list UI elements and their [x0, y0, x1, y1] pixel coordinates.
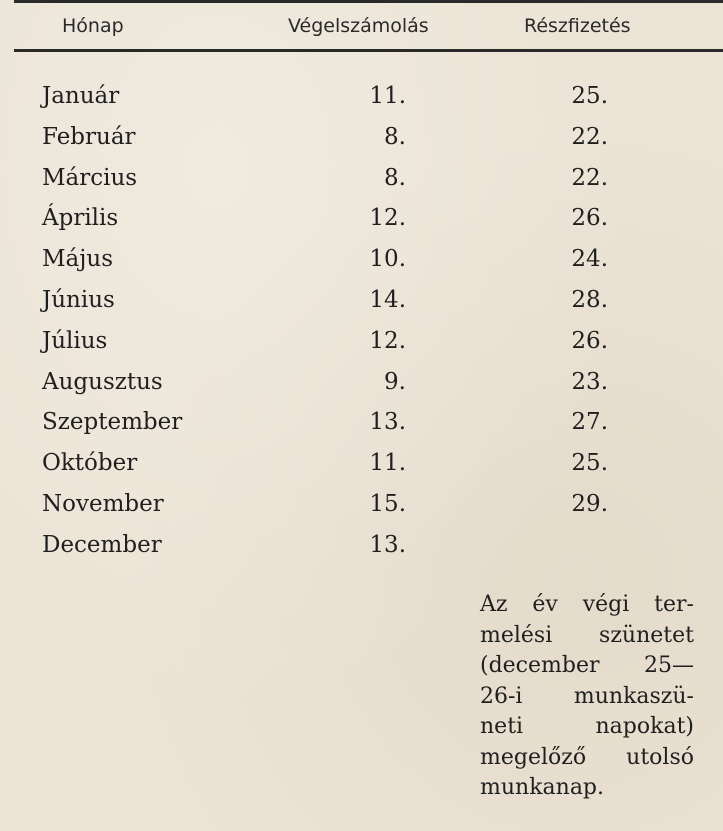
table-row [0, 202, 723, 243]
month-cell: November [42, 490, 164, 517]
table-row [0, 529, 723, 570]
month-cell: Február [42, 123, 136, 150]
footnote-line: neti napokat) [480, 714, 694, 739]
partial-payment-cell: 25. [571, 83, 608, 109]
final-settlement-cell: 9. [384, 368, 406, 395]
month-cell: Június [42, 286, 115, 313]
table-header-rule [14, 49, 723, 52]
month-cell: Március [42, 164, 138, 191]
table-row [0, 406, 723, 447]
final-settlement-cell: 11. [369, 450, 406, 477]
partial-payment-cell: 26. [571, 205, 608, 232]
month-cell: Július [42, 327, 108, 354]
column-header-partial-payment: Részfizetés [524, 15, 631, 37]
final-settlement-cell: 13. [369, 531, 406, 558]
table-body [0, 80, 723, 570]
month-cell: Január [42, 83, 120, 109]
footnote-line: munkanap. [480, 775, 605, 800]
footnote-line: megelőző utolsó [480, 744, 694, 770]
table-row [0, 447, 723, 488]
table-row [0, 80, 723, 121]
final-settlement-cell: 10. [369, 246, 406, 273]
partial-payment-cell: 25. [571, 450, 608, 477]
partial-payment-cell: 27. [571, 409, 608, 436]
final-settlement-cell: 12. [369, 205, 406, 232]
table-row [0, 284, 723, 325]
final-settlement-cell: 11. [369, 83, 406, 109]
final-settlement-cell: 15. [369, 490, 406, 517]
table-row [0, 162, 723, 203]
footnote-line: Az év végi ter- [480, 592, 694, 617]
final-settlement-cell: 8. [384, 123, 406, 150]
table-row [0, 243, 723, 284]
column-header-month: Hónap [62, 15, 124, 37]
table-top-rule [14, 0, 723, 3]
month-cell: Október [42, 450, 138, 477]
table-row [0, 325, 723, 366]
month-cell: Április [42, 205, 119, 232]
partial-payment-cell: 22. [571, 123, 608, 150]
footnote-line: melési szünetet [480, 622, 694, 648]
month-cell: December [42, 531, 162, 558]
partial-payment-cell: 26. [571, 327, 608, 354]
final-settlement-cell: 13. [369, 409, 406, 436]
partial-payment-cell: 29. [571, 490, 608, 517]
final-settlement-cell: 8. [384, 164, 406, 191]
partial-payment-cell: 22. [571, 164, 608, 191]
month-cell: Május [42, 246, 114, 273]
month-cell: Augusztus [42, 368, 163, 395]
column-header-final-settlement: Végelszámolás [288, 15, 429, 37]
month-cell: Szeptember [42, 409, 183, 436]
table-row [0, 366, 723, 407]
table-row [0, 121, 723, 162]
table-row [0, 488, 723, 529]
final-settlement-cell: 14. [369, 286, 406, 313]
final-settlement-cell: 12. [369, 327, 406, 354]
partial-payment-cell: 23. [571, 368, 608, 395]
partial-payment-cell: 28. [571, 286, 608, 313]
footnote-line: (december 25— [480, 653, 694, 678]
partial-payment-cell: 24. [571, 246, 608, 273]
footnote-line: 26-i munkaszü- [480, 683, 694, 709]
footnote [480, 590, 694, 804]
